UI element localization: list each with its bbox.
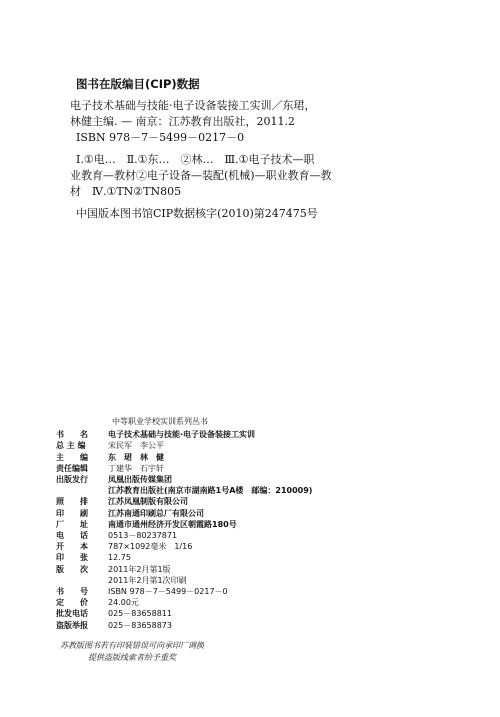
detail-label: 定 价	[56, 598, 88, 608]
detail-row-piracy-report	[56, 620, 416, 631]
detail-label: 开 本	[56, 542, 88, 552]
detail-value: 江苏南通印刷总厂有限公司	[108, 508, 204, 518]
cip-library-number: 中国版本图书馆CIP数据核字(2010)第247475号	[76, 207, 318, 220]
notice-block	[56, 640, 416, 664]
detail-value: 2011年2月第1次印刷	[108, 575, 187, 585]
cip-record-line: 电子技术基础与技能·电子设备装接工实训／东珺，	[70, 99, 316, 112]
detail-value: 025－83658811	[108, 609, 172, 619]
detail-row-printing	[56, 508, 416, 519]
detail-row-editor	[56, 452, 416, 463]
cip-record-line: 林健主编. — 南京：江苏教育出版社，2011.2	[70, 115, 295, 128]
detail-label: 盗版举报	[56, 620, 88, 630]
detail-label: 主 编	[56, 452, 88, 462]
detail-value: ISBN 978－7－5499－0217－0	[108, 587, 228, 597]
detail-value: 东 珺 林 健	[108, 452, 164, 462]
detail-label: 批发电话	[56, 609, 88, 619]
detail-value: 0513－80237871	[108, 531, 178, 541]
detail-value: 787×1092毫米 1/16	[108, 542, 193, 552]
cip-isbn: ISBN 978－7－5499－0217－0	[76, 131, 245, 144]
detail-row-factory-address	[56, 519, 416, 530]
detail-row-general-editor	[56, 440, 416, 451]
detail-label: 印 刷	[56, 508, 88, 518]
cip-subject-line: 业教育—教材②电子设备—装配(机械)—职业教育—教	[70, 169, 332, 182]
cip-block	[70, 76, 400, 233]
detail-label: 总 主 编	[56, 441, 86, 451]
detail-value: 2011年2月第1版	[108, 564, 171, 574]
detail-row-edition	[56, 564, 416, 575]
detail-value: 丁建华 石宇轩	[108, 463, 164, 473]
notice-line: 提供盗版线索者给予重奖	[88, 653, 176, 662]
cip-subject-line: Ⅰ.①电… Ⅱ.①东… ②林… Ⅲ.①电子技术—职	[76, 153, 315, 166]
detail-label: 出版发行	[56, 475, 88, 485]
detail-value: 江苏凤凰制版有限公司	[108, 497, 188, 507]
detail-row-title	[56, 429, 416, 440]
detail-row-format	[56, 541, 416, 552]
detail-label: 责任编辑	[56, 463, 88, 473]
detail-value: 24.00元	[108, 598, 139, 608]
detail-value: 宋民军 李公平	[108, 441, 164, 451]
detail-value: 12.75	[108, 553, 131, 563]
detail-label: 照 排	[56, 497, 88, 507]
detail-row-price	[56, 597, 416, 608]
detail-row-phone	[56, 530, 416, 541]
cip-heading: 图书在版编目(CIP)数据	[76, 77, 200, 91]
detail-row-wholesale-phone	[56, 608, 416, 619]
detail-label: 书 名	[56, 430, 88, 440]
detail-label: 印 张	[56, 553, 88, 563]
notice-line: 苏教版图书若有印装错误可向承印厂调换	[60, 641, 204, 650]
detail-row-book-number	[56, 586, 416, 597]
detail-label: 厂 址	[56, 519, 88, 529]
series-title: 中等职业学校实训系列丛书	[112, 417, 208, 426]
detail-value: 025－83658873	[108, 620, 172, 630]
detail-label: 版 次	[56, 564, 88, 574]
detail-label: 电 话	[56, 531, 88, 541]
detail-value: 电子技术基础与技能·电子设备装接工实训	[108, 430, 256, 440]
detail-row-publisher-address	[56, 485, 416, 496]
detail-row-responsible-editor	[56, 463, 416, 474]
detail-label: 书 号	[56, 587, 88, 597]
detail-row-sheets	[56, 552, 416, 563]
cip-subject-line: 材 Ⅳ.①TN②TN805	[70, 185, 182, 198]
publication-details	[56, 416, 416, 631]
detail-row-publisher	[56, 474, 416, 485]
detail-value: 凤凰出版传媒集团	[108, 475, 172, 485]
detail-value: 江苏教育出版社(南京市湖南路1号A楼 邮编：210009)	[108, 486, 313, 496]
detail-row-typesetting	[56, 496, 416, 507]
detail-value: 南通市通州经济开发区朝霞路180号	[108, 519, 237, 529]
detail-row-printing-run	[56, 575, 416, 586]
